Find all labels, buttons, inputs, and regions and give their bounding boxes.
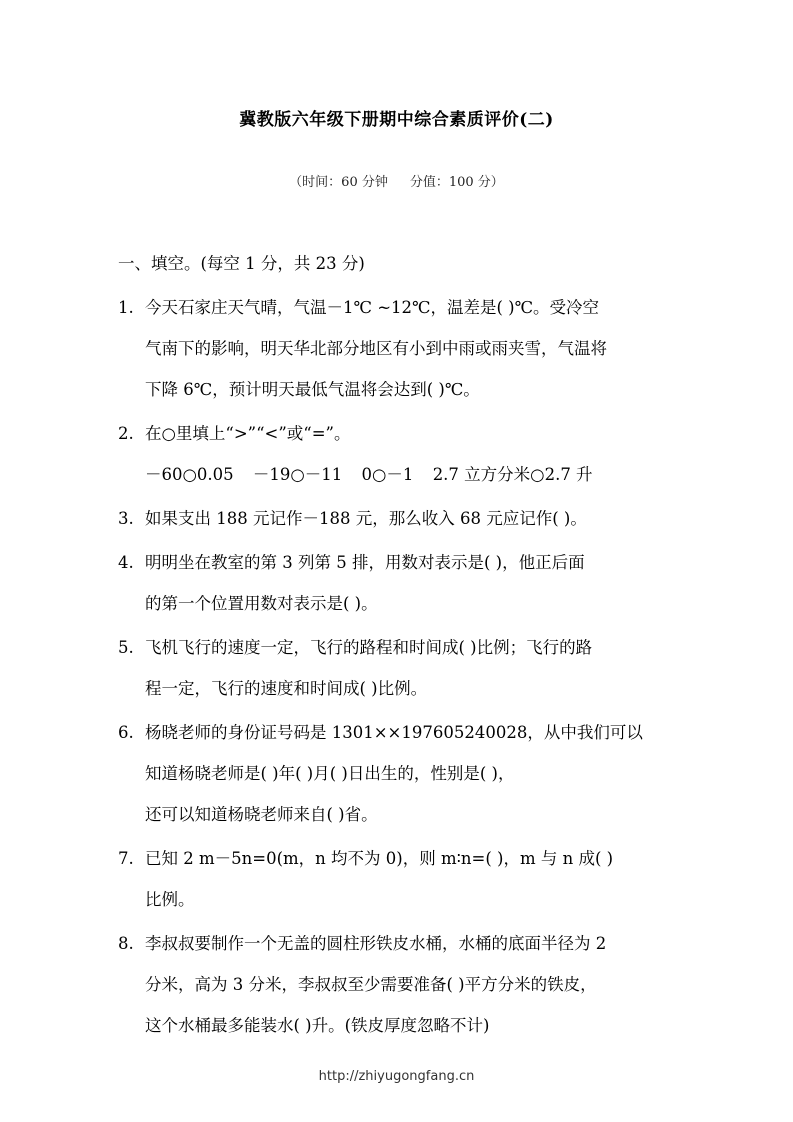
question-text-line: 明明坐在教室的第 3 列第 5 排，用数对表示是( )，他正后面 <box>145 553 585 572</box>
question-number: 1. <box>118 298 134 317</box>
question-number: 6. <box>118 723 134 742</box>
question-text-line: 还可以知道杨晓老师来自( )省。 <box>145 805 378 824</box>
question-1 <box>118 294 678 404</box>
question-text-line: 程一定，飞行的速度和时间成( )比例。 <box>145 679 428 698</box>
question-text-line: 的第一个位置用数对表示是( )。 <box>145 594 378 613</box>
exam-score: 分值：100 分） <box>409 175 504 190</box>
question-7 <box>118 845 678 914</box>
question-text-line: 李叔叔要制作一个无盖的圆柱形铁皮水桶，水桶的底面半径为 2 <box>145 934 607 953</box>
question-text-line: 气南下的影响，明天华北部分地区有小到中雨或雨夹雪，气温将 <box>145 339 607 358</box>
question-number: 5. <box>118 638 134 657</box>
question-text-line: 分米，高为 3 分米，李叔叔至少需要准备( )平方分米的铁皮， <box>145 975 597 994</box>
question-number: 2. <box>118 424 134 443</box>
question-number: 4. <box>118 553 134 572</box>
comparison-item: －19○－11 <box>252 465 343 484</box>
comparison-item: 2.7 立方分米○2.7 升 <box>432 465 593 484</box>
question-number: 7. <box>118 849 134 868</box>
question-text-line: 杨晓老师的身份证号码是 1301××197605240028，从中我们可以 <box>145 723 643 742</box>
comparison-item: －60○0.05 <box>145 465 234 484</box>
footer-url: http://zhiyugongfang.cn <box>318 1069 475 1084</box>
question-text-line: 下降 6℃，预计明天最低气温将会达到( )℃。 <box>145 380 480 399</box>
exam-info <box>0 171 793 190</box>
question-text-line: 已知 2 m－5n=0(m，n 均不为 0)，则 m∶n=( )，m 与 n 成( ) <box>145 849 614 868</box>
page-title: 冀教版六年级下册期中综合素质评价(二) <box>239 110 554 130</box>
question-2 <box>118 420 678 489</box>
comparison-row <box>145 461 678 489</box>
question-number: 8. <box>118 934 134 953</box>
question-text-line: 这个水桶最多能装水( )升。(铁皮厚度忽略不计) <box>145 1016 490 1035</box>
question-5 <box>118 634 678 703</box>
question-8 <box>118 930 678 1040</box>
question-section <box>118 250 678 1056</box>
question-text-line: 知道杨晓老师是( )年( )月( )日出生的，性别是( )， <box>145 764 515 783</box>
question-text-line: 比例。 <box>145 890 195 909</box>
question-number: 3. <box>118 509 134 528</box>
comparison-item: 0○－1 <box>361 465 414 484</box>
question-text-line: 如果支出 188 元记作－188 元，那么收入 68 元应记作( )。 <box>145 509 587 528</box>
question-4 <box>118 549 678 618</box>
question-6 <box>118 719 678 829</box>
section-heading: 一、填空。(每空 1 分，共 23 分) <box>118 254 365 273</box>
question-3 <box>118 505 678 533</box>
question-text-line: 飞机飞行的速度一定，飞行的路程和时间成( )比例；飞行的路 <box>145 638 593 657</box>
question-text-line: 在○里填上“>”“<”或“=”。 <box>145 424 351 443</box>
question-text-line: 今天石家庄天气晴，气温－1℃ ~12℃，温差是( )℃。受冷空 <box>145 298 600 317</box>
exam-time: （时间：60 分钟 <box>289 175 388 190</box>
